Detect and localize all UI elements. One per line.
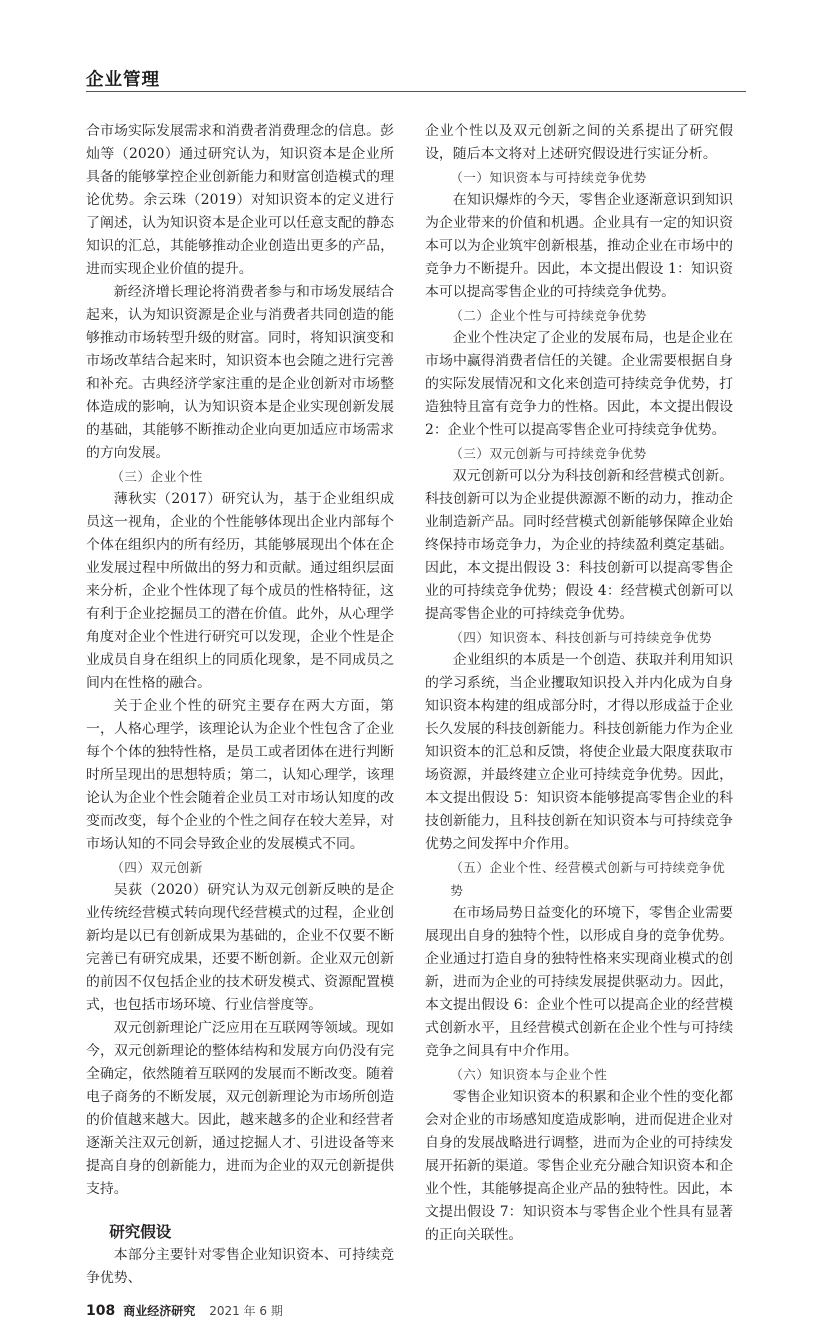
subheading: （三）企业个性 (111, 469, 203, 484)
paragraph: 新经济增长理论将消费者参与和市场发展结合起来，认为知识资源是企业与消费者共同创造的能够推动市场转型升级的财富。同时，将知识演变和市场改革结合起来时，知识资本也会随之进行完善和补充。古典经济学家注重的是企业创新对市场整体造成的影响，认为知识资本是企业实现创新发展的基础，其能够不断推动企业向更加适应市场需求的方向发展。 (86, 284, 394, 461)
right-column (425, 120, 733, 1247)
paragraph: 企业个性决定了企业的发展布局，也是企业在市场中赢得消费者信任的关键。企业需要根据自身的实际发展情况和文化来创造可持续竞争优势，打造独特且富有竞争力的性格。因此，本文提出假设 2：企业个性可以提高零售企业可持续竞争优势。 (425, 330, 733, 438)
paragraph: 合市场实际发展需求和消费者消费理念的信息。彭灿等（2020）通过研究认为，知识资本是企业所具备的能够掌控企业创新能力和财富创造模式的理论优势。余云珠（2019）对知识资本的定义进行了阐述，认为知识资本是企业可以任意支配的静态知识的汇总，其能够推动企业创造出更多的产品，进而实现企业价值的提升。 (86, 123, 394, 277)
subheading: （四）知识资本、科技创新与可持续竞争优势 (450, 630, 713, 645)
paragraph: 在市场局势日益变化的环境下，零售企业需要展现出自身的独特个性，以形成自身的竞争优势。企业通过打造自身的独特性格来实现商业模式的创新，进而为企业的可持续发展提供驱动力。因此，本文提出假设 6：企业个性可以提高企业的经营模式创新水平，且经营模式创新在企业个性与可持续竞争之间具有中介作用。 (425, 905, 733, 1059)
paragraph: 关于企业个性的研究主要存在两大方面，第一，人格心理学，该理论认为企业个性包含了企业每个个体的独特性格，是员工或者团体在进行判断时所呈现出的思想特质；第二，认知心理学，该理论认为企业个性会随着企业员工对市场认知度的改变而改变，每个企业的个性之间存在较大差异，对市场认知的不同会导致企业的发展模式不同。 (86, 698, 394, 852)
paragraph: 薄秋实（2017）研究认为，基于企业组织成员这一视角，企业的个性能够体现出企业内部每个个体在组织内的所有经历，其能够展现出个体在企业发展过程中所做出的努力和贡献。通过组织层面来分析，企业个性体现了每个成员的性格特征，这有利于企业挖掘员工的潜在价值。此外，从心理学角度对企业个性进行研究可以发现，企业个性是企业成员自身在组织上的同质化现象，是不同成员之间内在性格的融合。 (86, 491, 394, 691)
paragraph: 在知识爆炸的今天，零售企业逐渐意识到知识为企业带来的价值和机遇。企业具有一定的知识资本可以为企业筑牢创新根基，推动企业在市场中的竞争力不断提升。因此，本文提出假设 1：知识资本可以提高零售企业的可持续竞争优势。 (425, 192, 733, 300)
paragraph: 双元创新理论广泛应用在互联网等领域。现如今，双元创新理论的整体结构和发展方向仍没有完全确定，依然随着互联网的发展而不断改变。随着电子商务的不断发展，双元创新理论为市场所创造的价值越来越大。因此，越来越多的企业和经营者逐渐关注双元创新，通过挖掘人才、引进设备等来提高自身的创新能力，进而为企业的双元创新提供支持。 (86, 1020, 394, 1197)
section-title: 研究假设 (109, 1223, 172, 1241)
header-rule (86, 91, 746, 92)
columns (86, 120, 827, 1290)
subheading: （六）知识资本与企业个性 (450, 1067, 608, 1082)
journal-name: 商业经济研究 (123, 1304, 196, 1318)
paragraph: 本部分主要针对零售企业知识资本、可持续竞争优势、 (86, 1247, 394, 1286)
subheading: （五）企业个性、经营模式创新与可持续竞争优势 (450, 860, 726, 898)
paragraph: 双元创新可以分为科技创新和经营模式创新。科技创新可以为企业提供源源不断的动力，推动企业制造新产品。同时经营模式创新能够保障企业始终保持市场竞争力，为企业的持续盈利奠定基础。因此，本文提出假设 3：科技创新可以提高零售企业的可持续竞争优势；假设 4：经营模式创新可以提高零售企业的可持续竞争优势。 (425, 468, 733, 622)
paragraph: 企业组织的本质是一个创造、获取并利用知识的学习系统，当企业攫取知识投入并内化成为自身知识资本构建的组成部分时，才得以形成益于企业长久发展的科技创新能力。科技创新能力作为企业知识资本的汇总和反馈，将使企业最大限度获取市场资源，并最终建立企业可持续竞争优势。因此，本文提出假设 5：知识资本能够提高零售企业的科技创新能力，且科技创新在知识资本与可持续竞争优势之间发挥中介作用。 (425, 652, 733, 852)
section-header: 企业管理 (86, 70, 160, 90)
paragraph: 企业个性以及双元创新之间的关系提出了研究假设，随后本文将对上述研究假设进行实证分析。 (425, 123, 733, 162)
subheading: （二）企业个性与可持续竞争优势 (450, 308, 647, 323)
paragraph: 零售企业知识资本的积累和企业个性的变化都会对企业的市场感知度造成影响，进而促进企业对自身的发展战略进行调整，进而为企业的可持续发展开拓新的渠道。零售企业充分融合知识资本和企业个性，其能够提高企业产品的独特性。因此，本文提出假设 7：知识资本与零售企业个性具有显著的正向关联性。 (425, 1089, 733, 1243)
page-number: 108 (86, 1303, 116, 1319)
page-footer (86, 1302, 827, 1320)
subheading: （一）知识资本与可持续竞争优势 (450, 170, 647, 185)
subheading: （四）双元创新 (111, 860, 203, 875)
paragraph: 吴荻（2020）研究认为双元创新反映的是企业传统经营模式转向现代经营模式的过程，企业创新均是以已有创新成果为基础的，企业不仅要不断完善已有研究成果，还要不断创新。企业双元创新的前因不仅包括企业的技术研发模式、资源配置模式，也包括市场环境、行业信誉度等。 (86, 882, 394, 1013)
left-column (86, 120, 394, 1290)
issue-label: 2021 年 6 期 (209, 1304, 283, 1318)
subheading: （三）双元创新与可持续竞争优势 (450, 446, 647, 461)
